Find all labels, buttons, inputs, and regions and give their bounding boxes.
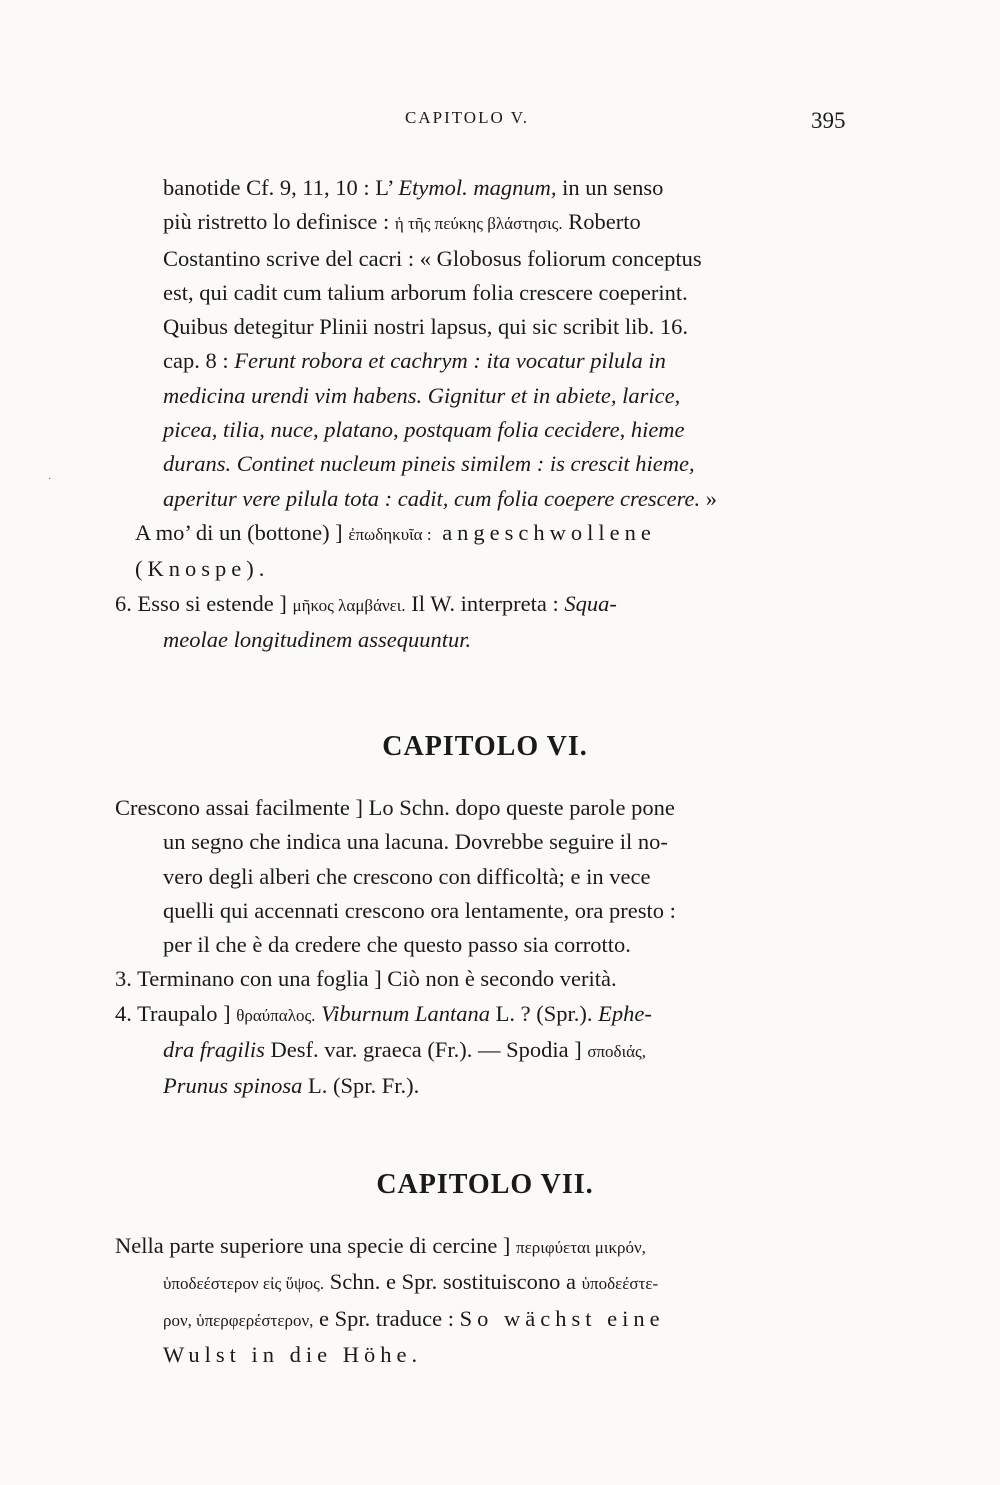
greek-text: ρον, ὑπερφερέστερον, (163, 1310, 314, 1330)
note-4 (115, 997, 855, 1104)
page-number: 395 (811, 108, 846, 133)
chapter-7 (115, 1168, 855, 1202)
greek-text: περιφύεται μικρόν, (516, 1238, 646, 1257)
note-continuation (115, 171, 855, 516)
line: 3. Terminano con una foglia ] Ciò non è secondo verità. (115, 966, 617, 992)
line (163, 447, 855, 481)
text: Esso si estende ] (131, 590, 293, 616)
line (135, 516, 855, 552)
line (115, 997, 855, 1033)
chapter-title: CAPITOLO VII. (376, 1169, 594, 1200)
note-cercine (115, 1229, 855, 1372)
text: più ristretto lo definisce : (163, 209, 395, 235)
line (163, 205, 855, 241)
chapter-7-notes (115, 1229, 855, 1372)
note-bottone (115, 516, 855, 587)
line: un segno che indica una lacuna. Dovrebbe seguire il no- (163, 829, 668, 855)
chapter-6 (115, 730, 855, 764)
line: Costantino scrive del cacri : « Globosus foliorum conceptus (163, 245, 702, 271)
text: in un senso (556, 175, 664, 200)
greek-text: ὑποδεέστε- (581, 1274, 659, 1294)
text: e Spr. traduce : (313, 1305, 460, 1331)
line (135, 552, 855, 586)
spaced-text: angeschwollene (431, 519, 656, 545)
note-number: 6. (115, 590, 132, 616)
italic-text: Ephe- (598, 1000, 652, 1026)
stray-mark: · (48, 474, 52, 485)
line (115, 1069, 855, 1103)
italic-text: Ferunt robora et cachrym : ita vocatur pilula in (234, 348, 666, 374)
spaced-text: (Knospe). (135, 556, 270, 582)
line (163, 482, 855, 516)
line (115, 1229, 855, 1265)
text: » (700, 485, 718, 511)
text: Traupalo ] (131, 1000, 237, 1026)
line (163, 171, 855, 205)
text: banotide Cf. 9, 11, 10 : L’ (163, 175, 399, 200)
line: per il che è da credere che questo passo sia corrotto. (163, 932, 631, 958)
note-3 (115, 962, 855, 996)
line (115, 623, 855, 657)
italic-text: Squa- (564, 590, 617, 616)
italic-text: durans. Continet nucleum pineis similem : is crescit hieme, (163, 451, 695, 477)
line (115, 1338, 855, 1372)
line (115, 1033, 855, 1069)
text: Schn. e Spr. sostituiscono a (324, 1269, 582, 1295)
italic-text: Prunus spinosa (163, 1073, 303, 1099)
note-number: 4. (115, 1000, 132, 1026)
chapter-5-notes (115, 171, 855, 657)
italic-text: Viburnum Lantana (315, 1000, 491, 1026)
greek-text: θραύπαλος. (236, 1005, 316, 1025)
note-6 (115, 587, 855, 658)
greek-text: ἡ τῆς πεύκης βλάστησις. (394, 214, 563, 234)
line (115, 1302, 855, 1338)
note-crescono (115, 791, 855, 962)
greek-text: ὑποδεέστερον εἰς ὕψος. (163, 1274, 325, 1294)
line (115, 1265, 855, 1301)
text: Nella parte superiore una specie di cercine ] (115, 1233, 517, 1258)
italic-text: Etymol. magnum, (398, 175, 557, 200)
chapter-6-notes (115, 791, 855, 1104)
spaced-text: Wulst in die Höhe. (163, 1341, 423, 1367)
italic-text: picea, tilia, nuce, platano, postquam folia cecidere, hieme (163, 417, 685, 443)
text: Roberto (562, 209, 641, 235)
line: est, qui cadit cum talium arborum folia crescere coeperint. (163, 279, 688, 305)
greek-text: μῆκος λαμβάνει. (292, 595, 406, 615)
text: L. ? (Spr.). (490, 1000, 599, 1026)
text: A mo’ di un (bottone) ] (135, 519, 349, 545)
line: Crescono assai facilmente ] Lo Schn. dopo queste parole pone (115, 795, 675, 820)
spaced-text: So wächst eine (459, 1305, 665, 1331)
greek-text: ἐπωδηκυῖα : (348, 524, 432, 544)
line (163, 413, 855, 447)
greek-text: σποδιάς, (587, 1042, 647, 1062)
text: Desf. var. graeca (Fr.). — Spodia ] (264, 1037, 588, 1063)
text: L. (Spr. Fr.). (302, 1073, 420, 1099)
italic-text: medicina urendi vim habens. Gignitur et in abiete, larice, (163, 382, 681, 408)
chapter-title: CAPITOLO VI. (382, 731, 588, 762)
running-head: CAPITOLO V. (405, 108, 530, 127)
italic-text: aperitur vere pilula tota : cadit, cum folia coepere crescere. (163, 485, 701, 511)
line: quelli qui accennati crescono ora lentamente, ora presto : (163, 897, 676, 923)
line: vero degli alberi che crescono con difficoltà; e in vece (163, 863, 651, 889)
line (163, 344, 855, 378)
italic-text: meolae longitudinem assequuntur. (163, 626, 472, 652)
text: cap. 8 : (163, 348, 235, 374)
italic-text: dra fragilis (163, 1037, 265, 1063)
line (115, 587, 855, 623)
line (163, 379, 855, 413)
text: Il W. interpreta : (405, 590, 565, 616)
line: Quibus detegitur Plinii nostri lapsus, qui sic scribit lib. 16. (163, 314, 688, 340)
